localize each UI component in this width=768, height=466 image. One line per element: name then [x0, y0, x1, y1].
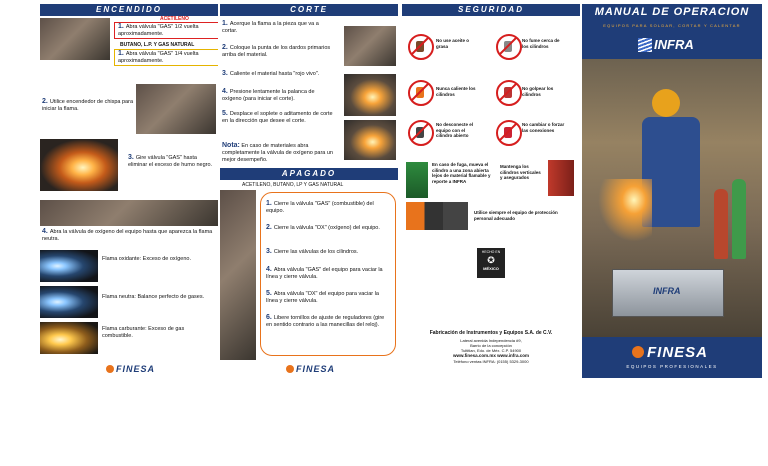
apagado-step1: 1. Cierre la válvula "GAS" (combustible) del equipo.: [266, 200, 374, 214]
panel-seguridad: [402, 4, 580, 378]
rule-no-force: No cambiar o forzar las conexiones: [522, 122, 565, 133]
mexico-label: MÉXICO: [483, 266, 499, 271]
apagado-step4: 4. Abra válvula "GAS" del equipo para vaciar la línea y cierre válvula.: [266, 266, 383, 280]
no-oil-icon: [408, 34, 434, 60]
finesa-cover-logo: FINESA: [632, 344, 708, 361]
hecho-label: HECHO EN: [481, 250, 501, 254]
lighter-photo: [136, 84, 216, 134]
oxidizing-flame-photo: [40, 250, 98, 282]
rule-no-oil: No use aceite o grasa: [436, 38, 470, 49]
finesa-mark-icon: [632, 346, 644, 358]
corte-nota: Nota: En caso de materiales abra completamente la válvula de oxígeno para un mejor desempeño.: [222, 142, 333, 163]
step1b-box: 1. Abra válvula "GAS" 1/4 vuelta aproximadamente.: [114, 49, 218, 66]
apagado-step3: 3. Cierre las válvulas de los cilindros.: [266, 248, 359, 255]
neutral-flame-photo: [40, 286, 98, 318]
infra-mark-icon: [638, 38, 652, 52]
apagado-title: APAGADO: [220, 168, 398, 180]
sparks-shape: [592, 179, 652, 249]
no-force-icon: [496, 120, 522, 146]
corte-step5: 5. Desplace el soplete o aditamento de corte en la dirección que desee el corte.: [222, 110, 333, 124]
corte-step3: 3. Caliente el material hasta "rojo vivo".: [222, 70, 320, 77]
acetileno-label: ACETILENO: [160, 16, 189, 22]
rule-no-heat: Nunca caliente los cilindros: [436, 86, 476, 97]
rule-upright: Mantenga los cilindros verticales y asegurados: [500, 164, 541, 180]
hard-hat-shape: [652, 89, 680, 117]
rule-leak: En caso de fuga, mueva el cilindro a una zona abierta lejos de material flamable y reporte a INFRA: [432, 162, 491, 184]
step1-box: 1. Abra válvula "GAS" 1/2 vuelta aproximadamente.: [114, 22, 218, 39]
infra-logo: [638, 38, 732, 54]
eagle-icon: ✪: [487, 255, 495, 265]
no-smoking-icon: [496, 34, 522, 60]
corte-step1: 1. Acerque la flama a la pieza que va a cortar.: [222, 20, 319, 34]
address-line2: Barrio de la concepción: [470, 343, 512, 348]
infra-wordmark: INFRA: [654, 37, 694, 52]
corte-step2: 2. Coloque la punta de los dardos primarios arriba del material.: [222, 44, 331, 58]
apagado-subtitle: ACETILENO, BUTANO, LP Y GAS NATURAL: [242, 182, 344, 188]
valve-photo: [40, 18, 110, 60]
gas-label: BUTANO, L.P. Y GAS NATURAL: [120, 42, 195, 48]
cover-subtitle: EQUIPOS PARA SOLDAR, CORTAR Y CALENTAR: [603, 23, 741, 28]
no-disconnect-icon: [408, 120, 434, 146]
apagado-step6: 6. Libere tornillos de ajuste de reguladores (gire en sentido contrario a las manecillas del reloj).: [266, 314, 385, 328]
regulator-photo-strip: [220, 190, 256, 360]
seguridad-title: SEGURIDAD: [402, 4, 580, 16]
website: www.finesa.com.mx www.infra.com: [453, 353, 529, 358]
phone: Teléfono ventas INFRA: (0155) 5329-3000: [453, 359, 529, 364]
step4: 4. Abra la válvula de oxígeno del equipo hasta que aparezca la flama neutra.: [42, 228, 213, 242]
apagado-step5: 5. Abra válvula "OX" del equipo para vaciar la línea y cierre válvula.: [266, 290, 379, 304]
cut-photo-3: [344, 120, 396, 160]
address-line3: Tultitlan, Edo. de Méx. C.P. 54900: [460, 348, 522, 353]
company-name: Fabricación de Instrumentos y Equipos S.A. de C.V.: [429, 330, 553, 336]
corte-title: CORTE: [220, 4, 398, 16]
cut-photo-1: [344, 26, 396, 66]
step2: 2. Utilice encendedor de chispa para iniciar la flama.: [42, 98, 134, 112]
hecho-en-mexico-badge: [477, 248, 505, 278]
rule-no-hit: No golpear los cilindros: [522, 86, 554, 97]
panel-cover: [582, 4, 762, 378]
finesa-mark-icon: [286, 365, 294, 373]
cylinder-green-shape: [732, 179, 746, 259]
panel-corte: [220, 4, 398, 378]
ppe-equipment-image: [406, 202, 468, 230]
welder-cover-photo: [582, 59, 762, 337]
cylinder-red-shape: [714, 189, 728, 259]
flame-neutra: Flama neutra: Balance perfecto de gases.: [102, 294, 205, 300]
upright-cylinders-image: [548, 160, 574, 196]
brochure-sheet: [40, 4, 762, 378]
cover-tagline: EQUIPOS PROFESIONALES: [626, 364, 718, 369]
leaking-cylinder-image: [406, 162, 428, 198]
corte-step4: 4. Presione lentamente la palanca de oxígeno (para iniciar el corte).: [222, 88, 315, 102]
rule-ppe: Utilice siempre el equipo de protección personal adecuado: [474, 210, 558, 221]
torch-photo: [40, 200, 218, 226]
cover-title: MANUAL DE OPERACION: [594, 6, 750, 18]
no-heat-icon: [408, 80, 434, 106]
toolbox-shape: [612, 269, 724, 317]
no-hit-icon: [496, 80, 522, 106]
toolbox-infra-label: INFRA: [653, 286, 681, 296]
step1-text: Abra válvula "GAS" 1/2 vuelta aproximadamente.: [118, 24, 199, 37]
rule-no-smoking: No fume cerca de los cilindros: [522, 38, 560, 49]
flame-carburante: Flama carburante: Exceso de gas combustible.: [102, 326, 185, 339]
panel-encendido: [40, 4, 218, 378]
step3: 3. Gire válvula "GAS" hasta eliminar el exceso de humo negro.: [128, 154, 213, 168]
finesa-logo: FINESA: [106, 364, 155, 374]
cut-photo-2: [344, 74, 396, 116]
encendido-title: ENCENDIDO: [40, 4, 218, 16]
finesa-mark-icon: [106, 365, 114, 373]
rule-no-disconnect: No desconecte el equipo con el cilindro abierto: [436, 122, 474, 138]
carburizing-flame-photo: [40, 322, 98, 354]
finesa-logo-2: FINESA: [286, 364, 335, 374]
apagado-step2: 2. Cierre la válvula "OX" (oxígeno) del equipo.: [266, 224, 380, 231]
flame-oxidante: Flama oxidante: Exceso de oxígeno.: [102, 256, 191, 262]
address-line1: Lateral avenida Independencia #9,: [460, 338, 522, 343]
smoke-flame-photo: [40, 139, 118, 191]
step1b-text: Abra válvula "GAS" 1/4 vuelta aproximadamente.: [118, 51, 199, 64]
